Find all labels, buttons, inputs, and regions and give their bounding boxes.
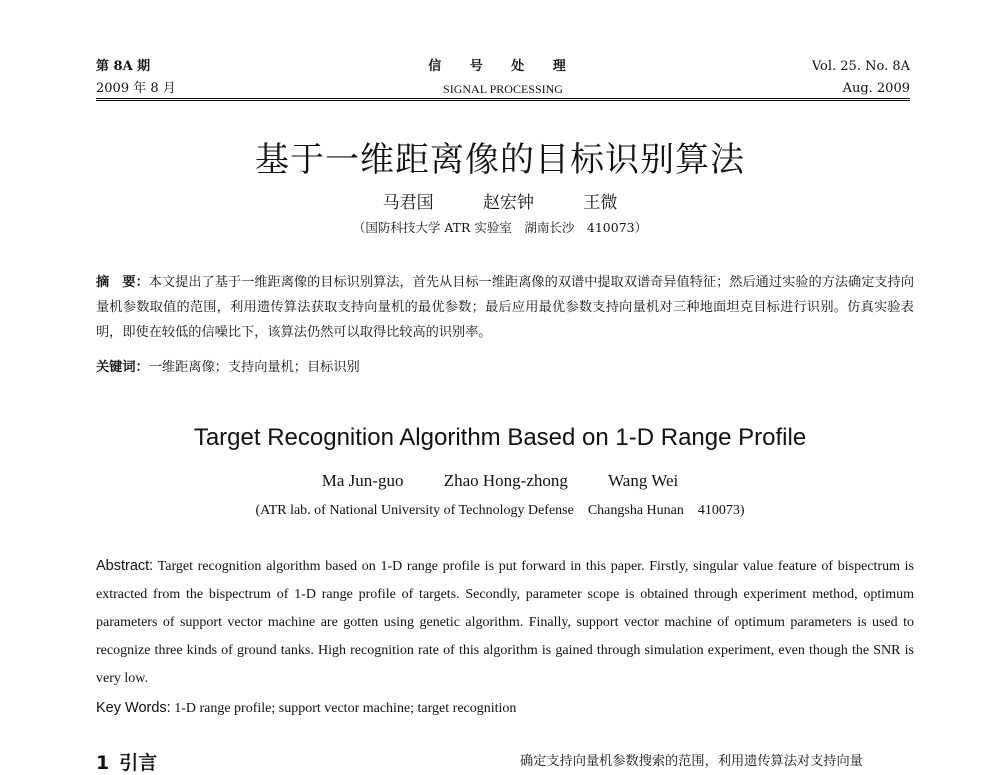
author-en: Ma Jun-guo — [321, 471, 404, 490]
abstract-label-en: Abstract: — [96, 558, 154, 574]
header-rule — [96, 98, 910, 99]
affiliation-cn: （国防科技大学 ATR 实验室 湖南长沙 410073） — [352, 220, 648, 235]
journal-name-cn: 信 号 处 理 — [428, 59, 578, 74]
issue-number: 第 8A 期 — [96, 59, 151, 74]
author-cn: 赵宏钟 — [483, 193, 534, 213]
keywords-label-cn: 关键词： — [96, 360, 149, 375]
author-en: Wang Wei — [608, 471, 679, 490]
keywords-cn — [96, 355, 914, 380]
paper-title-cn: 基于一维距离像的目标识别算法 — [255, 140, 745, 180]
author-list-cn — [0, 188, 1000, 213]
journal-name-en: SIGNAL PROCESSING — [443, 82, 563, 96]
running-header — [96, 58, 910, 102]
abstract-text-en: Target recognition algorithm based on 1-D range profile is put forward in this paper. Firstly, singular value feature of bispectrum is extracted from the bispectrum of 1-D range profile of targets. Secondly, parameter scope is obtained through experiment method, optimum parameters of support vector machine are gotten using genetic algorithm. Finally, support vector machine of optimum parameters is used to recognize three kinds of ground tanks. High recognition rate of this algorithm is gained through simulation experiment, even though the SNR is very low. — [96, 559, 914, 686]
abstract-en — [96, 552, 914, 693]
affiliation-en: (ATR lab. of National University of Technology Defense Changsha Hunan 410073) — [255, 503, 745, 518]
issue-date-cn: 2009 年 8 月 — [96, 81, 176, 96]
header-rule-double — [96, 100, 910, 101]
abstract-text-cn: 本文提出了基于一维距离像的目标识别算法，首先从目标一维距离像的双谱中提取双谱奇异值特征；然后通过实验的方法确定支持向量机参数取值的范围，利用遗传算法获取支持向量机的最优参数；最后应用最优参数支持向量机对三种地面坦克目标进行识别。仿真实验表明，即使在较低的信噪比下，该算法仍然可以取得比较高的识别率。 — [96, 275, 915, 340]
section-title: 引言 — [119, 752, 158, 774]
abstract-label-cn: 摘 要： — [96, 275, 149, 290]
body-text-fragment: 确定支持向量机参数搜索的范围，利用遗传算法对支持向量 — [520, 754, 863, 769]
paper-title-en: Target Recognition Algorithm Based on 1-D Range Profile — [193, 424, 807, 451]
keywords-en — [96, 694, 914, 723]
author-en: Zhao Hong-zhong — [443, 471, 568, 490]
volume-info: Vol. 25. No. 8A — [811, 59, 910, 74]
issue-date-en: Aug. 2009 — [842, 81, 910, 96]
keywords-text-en: 1-D range profile; support vector machine; target recognition — [174, 701, 517, 716]
section-number: 1 — [96, 752, 110, 774]
section-heading — [96, 748, 157, 775]
abstract-cn — [96, 270, 914, 345]
keywords-text-cn: 一维距离像；支持向量机；目标识别 — [148, 360, 360, 375]
author-cn: 王微 — [583, 193, 618, 213]
author-list-en — [0, 471, 1000, 491]
keywords-label-en: Key Words: — [96, 700, 171, 716]
author-cn: 马君国 — [382, 193, 434, 213]
